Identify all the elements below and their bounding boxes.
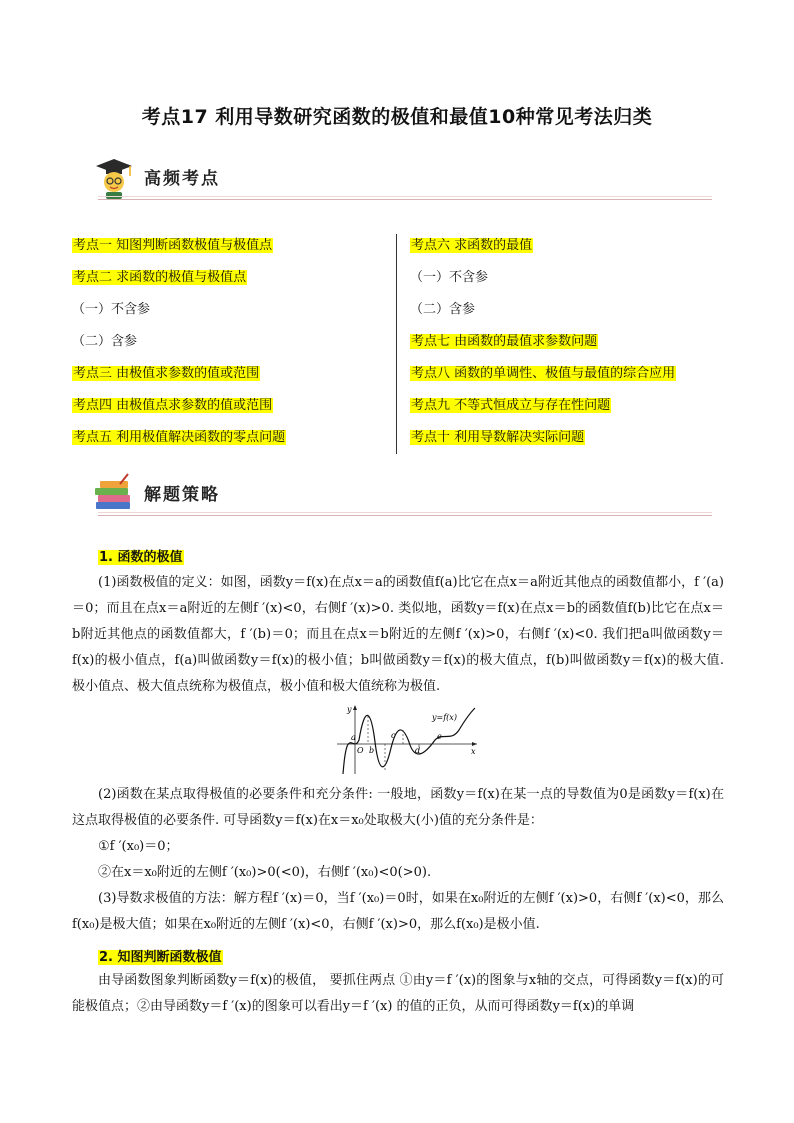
section-banner-strategy (92, 472, 712, 516)
section-heading (98, 946, 223, 965)
section-heading (98, 546, 184, 565)
point-label-b: b (369, 746, 375, 755)
paragraph-condition-2: ②在x＝x₀附近的左侧f ′(x₀)>0(<0)，右侧f ′(x₀)<0(>0). (98, 865, 432, 880)
toc-item: （二）含参 (410, 302, 476, 317)
paragraph-method: (3)导数求极值的方法：解方程f ′(x)＝0，当f ′(x₀)＝0时，如果在x₀附近的左侧f ′(x)>0，右侧f ′(x)<0，那么f(x₀)是极大值；如果在x₀附近的左侧f ′(x)<0，右侧f ′(x)>0，那么f(x₀)是极小值. (72, 891, 724, 932)
origin-label: O (357, 746, 364, 755)
section-label: 解题策略 (144, 485, 220, 505)
section-label: 高频考点 (144, 169, 220, 189)
toc-item: 考点三 由极值求参数的值或范围 (73, 366, 260, 381)
toc-item: 考点七 由函数的最值求参数问题 (411, 334, 598, 349)
section-banner-high-frequency (92, 156, 712, 200)
curve-label: y=f(x) (432, 713, 457, 722)
toc-item: （一）不含参 (72, 302, 151, 317)
heading-text: 2. 知图判断函数极值 (99, 950, 222, 965)
toc-right-column (410, 236, 730, 460)
function-graph (335, 702, 481, 776)
toc-item: 考点一 知图判断函数极值与极值点 (73, 238, 273, 253)
toc-divider (396, 234, 397, 454)
point-label-c: c (391, 731, 396, 740)
graduate-icon (92, 156, 136, 200)
point-label-e: e (437, 732, 442, 741)
toc-item: （一）不含参 (410, 270, 489, 285)
axis-label-x: x (471, 747, 476, 756)
paragraph-definition: (1)函数极值的定义：如图，函数y＝f(x)在点x＝a的函数值f(a)比它在点x＝a附近其他点的函数值都小，f ′(a)＝0；而且在点x＝a附近的左侧f ′(x)<0，右侧f ′(x)>0. 类似地，函数y＝f(x)在点x＝b的函数值f(b)比它在点x＝b附近其他点的函数值都大，f ′(b)＝0；而且在点x＝b附近的左侧f ′(x)>0，右侧f ′(x)<0. 我们把a叫做函数y＝f(x)的极小值点，f(a)叫做函数y＝f(x)的极小值；b叫做函数y＝f(x)的极大值点，f(b)叫做函数y＝f(x)的极大值. 极小值点、极大值点统称为极值点，极小值和极大值统称为极值. (72, 575, 724, 694)
toc-item: 考点二 求函数的极值与极值点 (73, 270, 247, 285)
paragraph-condition-1: ①f ′(x₀)＝0； (98, 839, 179, 854)
toc-item: 考点五 利用极值解决函数的零点问题 (73, 430, 286, 445)
axis-label-y: y (347, 705, 352, 714)
paragraph-graph-method: 由导函数图象判断函数y＝f(x)的极值， 要抓住两点 ①由y＝f ′(x)的图象与x轴的交点，可得函数y＝f(x)的可能极值点；②由导函数y＝f ′(x)的图象可以看出y＝f ′(x) 的值的正负，从而可得函数y＝f(x)的单调 (72, 973, 724, 1014)
books-icon (92, 472, 136, 516)
toc-item: 考点八 函数的单调性、极值与最值的综合应用 (411, 366, 676, 381)
heading-text: 1. 函数的极值 (99, 550, 183, 565)
paragraph-conditions: (2)函数在某点取得极值的必要条件和充分条件: 一般地，函数y＝f(x)在某一点的导数值为0是函数y＝f(x)在这点取得极值的必要条件. 可导函数y＝f(x)在x＝x₀处取极大(小)值的充分条件是： (72, 787, 724, 828)
point-label-a: a (351, 733, 356, 742)
toc-item: （二）含参 (72, 334, 138, 349)
point-label-d: d (415, 746, 421, 755)
toc-left-column (72, 236, 382, 460)
toc-item: 考点九 不等式恒成立与存在性问题 (411, 398, 611, 413)
toc-item: 考点十 利用导数解决实际问题 (411, 430, 585, 445)
toc-item: 考点四 由极值点求参数的值或范围 (73, 398, 273, 413)
toc-item: 考点六 求函数的最值 (411, 238, 533, 253)
page-title: 考点17 利用导数研究函数的极值和最值10种常见考法归类 (141, 106, 653, 128)
